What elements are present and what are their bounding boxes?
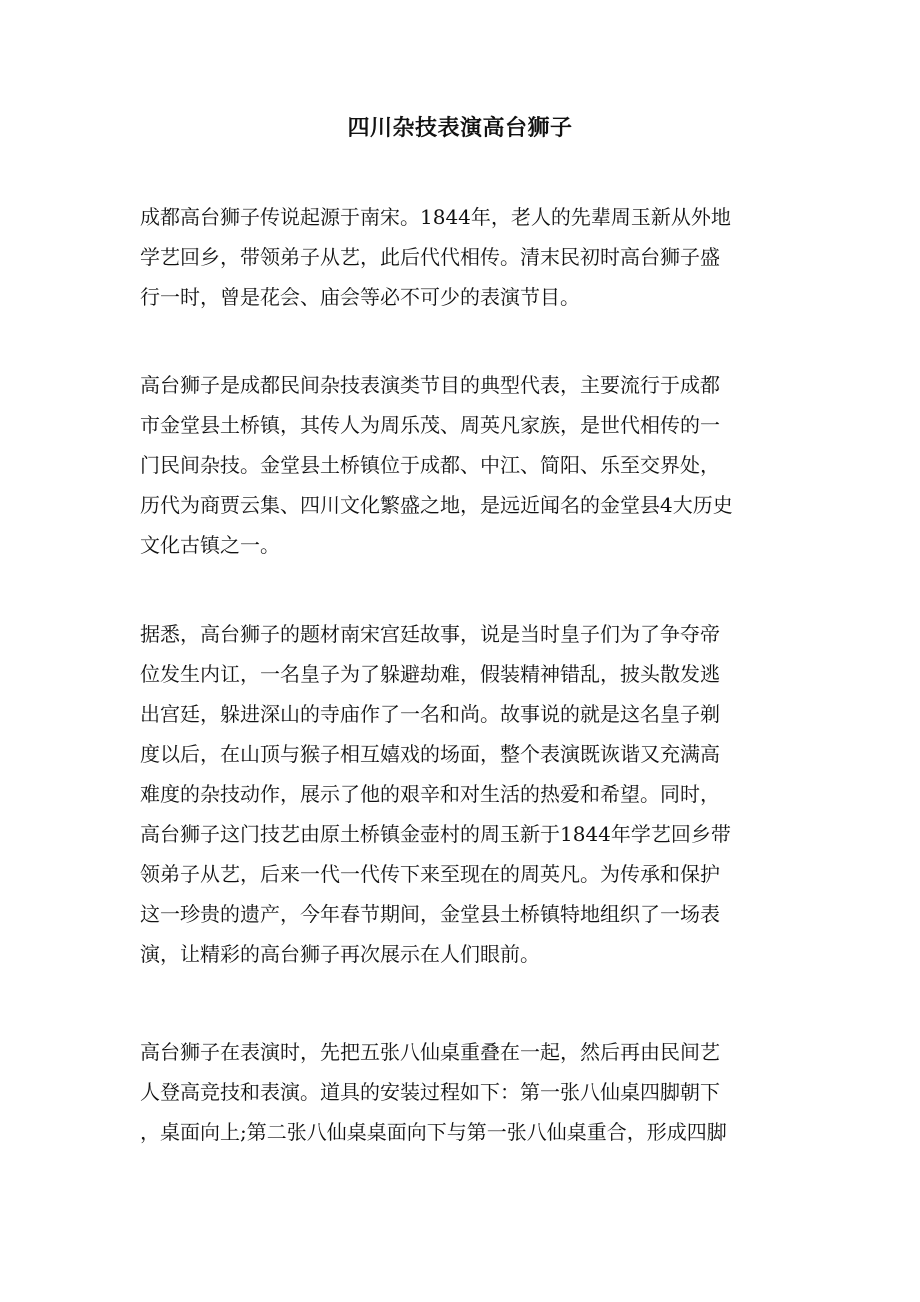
text-line: 高台狮子这门技艺由原土桥镇金壶村的周玉新于1844年学艺回乡带 <box>140 822 731 846</box>
text-line: 演，让精彩的高台狮子再次展示在人们眼前。 <box>140 942 540 966</box>
text-line: 出宫廷，躲进深山的寺庙作了一名和尚。故事说的就是这名皇子剃 <box>140 702 720 726</box>
paragraph-4 <box>140 1032 780 1152</box>
text-line: ，桌面向上;第二张八仙桌桌面向下与第一张八仙桌重合，形成四脚 <box>140 1120 727 1144</box>
text-line: 人登高竞技和表演。道具的安装过程如下：第一张八仙桌四脚朝下 <box>140 1080 720 1104</box>
text-line: 据悉，高台狮子的题材南宋宫廷故事，说是当时皇子们为了争夺帝 <box>140 622 720 646</box>
paragraph-2 <box>140 365 780 565</box>
text-line: 历代为商贾云集、四川文化繁盛之地，是远近闻名的金堂县4大历史 <box>140 493 733 517</box>
text-line: 高台狮子是成都民间杂技表演类节目的典型代表，主要流行于成都 <box>140 373 720 397</box>
text-line: 高台狮子在表演时，先把五张八仙桌重叠在一起，然后再由民间艺 <box>140 1040 720 1064</box>
text-line: 行一时，曾是花会、庙会等必不可少的表演节目。 <box>140 285 580 309</box>
paragraph-3 <box>140 614 780 974</box>
text-line: 门民间杂技。金堂县土桥镇位于成都、中江、简阳、乐至交界处， <box>140 453 720 477</box>
text-line: 这一珍贵的遗产，今年春节期间，金堂县土桥镇特地组织了一场表 <box>140 902 720 926</box>
text-line: 文化古镇之一。 <box>140 533 280 557</box>
text-line: 成都高台狮子传说起源于南宋。1844年，老人的先辈周玉新从外地 <box>140 205 731 229</box>
paragraph-1 <box>140 197 780 317</box>
text-line: 位发生内讧，一名皇子为了躲避劫难，假装精神错乱，披头散发逃 <box>140 662 720 686</box>
text-line: 难度的杂技动作，展示了他的艰辛和对生活的热爱和希望。同时， <box>140 782 720 806</box>
document-title: 四川杂技表演高台狮子 <box>347 115 573 141</box>
text-line: 度以后，在山顶与猴子相互嬉戏的场面，整个表演既诙谐又充满高 <box>140 742 720 766</box>
text-line: 领弟子从艺，后来一代一代传下来至现在的周英凡。为传承和保护 <box>140 862 720 886</box>
text-line: 市金堂县土桥镇，其传人为周乐茂、周英凡家族，是世代相传的一 <box>140 413 720 437</box>
text-line: 学艺回乡，带领弟子从艺，此后代代相传。清末民初时高台狮子盛 <box>140 245 720 269</box>
